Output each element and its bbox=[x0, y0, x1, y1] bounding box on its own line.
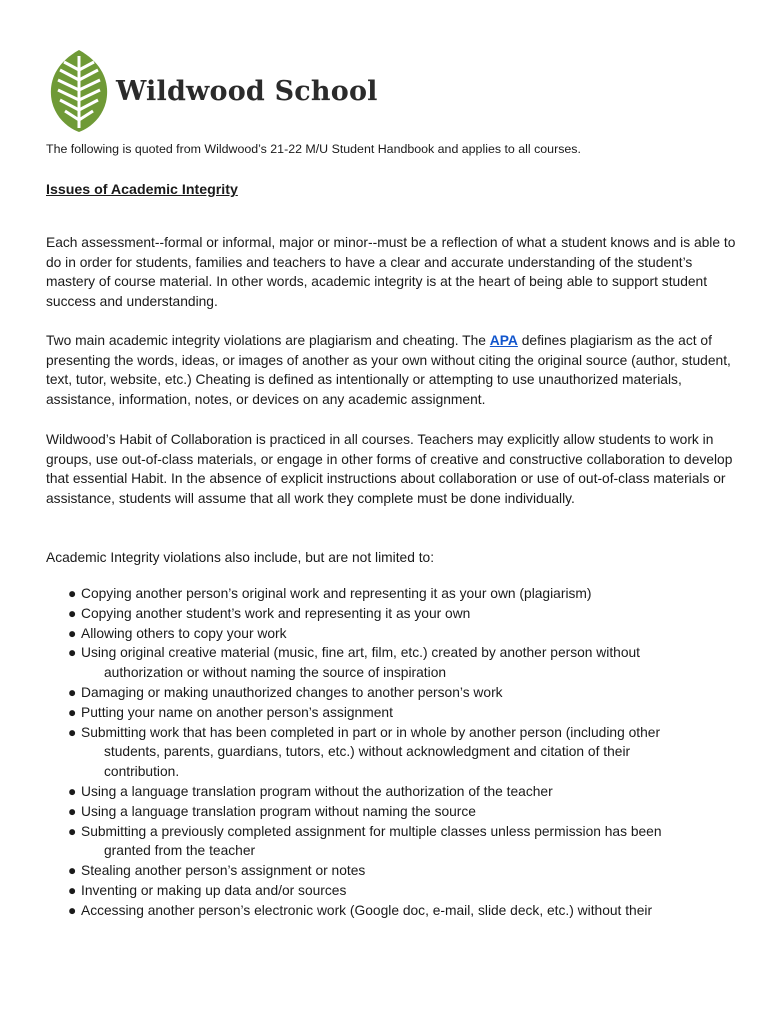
list-item bbox=[68, 643, 736, 683]
bullet-icon: ● bbox=[68, 783, 77, 799]
list-item-text: Using original creative material (music, fine art, film, etc.) created by another person without bbox=[81, 645, 641, 661]
list-item-continuation: students, parents, guardians, tutors, etc.) without acknowledgment and citation of their bbox=[104, 744, 631, 760]
list-item bbox=[68, 822, 736, 862]
list-item-text: Using a language translation program without naming the source bbox=[81, 803, 476, 819]
list-item bbox=[68, 901, 736, 921]
bullet-icon: ● bbox=[68, 684, 77, 700]
violations-list bbox=[68, 584, 736, 921]
bullet-icon: ● bbox=[68, 882, 77, 898]
list-item-text: Copying another student’s work and representing it as your own bbox=[81, 605, 471, 621]
list-item bbox=[68, 782, 736, 802]
paragraph-text: Two main academic integrity violations are plagiarism and cheating. The bbox=[46, 333, 490, 348]
school-name: Wildwood School bbox=[116, 75, 378, 107]
bullet-icon: ● bbox=[68, 605, 77, 621]
list-item-text: Accessing another person’s electronic work (Google doc, e-mail, slide deck, etc.) without their bbox=[81, 902, 653, 918]
list-item bbox=[68, 861, 736, 881]
paragraph-collaboration: Wildwood’s Habit of Collaboration is practiced in all courses. Teachers may explicitly allow students to work in groups, use out-of-class materials, or engage in other forms of creative and constructive collaboration to develop that essential Habit. In the absence of explicit instructions about collaboration or use of out-of-class materials or assistance, students will assume that all work they complete must be done individually. bbox=[46, 432, 733, 506]
bullet-icon: ● bbox=[68, 625, 77, 641]
list-item-continuation: authorization or without naming the source of inspiration bbox=[104, 665, 447, 681]
list-item-continuation: granted from the teacher bbox=[104, 843, 256, 859]
list-item bbox=[68, 604, 736, 624]
list-item bbox=[68, 881, 736, 901]
list-item bbox=[68, 584, 736, 604]
paragraph-list-intro: Academic Integrity violations also include, but are not limited to: bbox=[46, 550, 435, 565]
leaf-logo-icon bbox=[46, 48, 112, 134]
list-item-text: Using a language translation program without the authorization of the teacher bbox=[81, 783, 553, 799]
paragraph-assessment: Each assessment--formal or informal, major or minor--must be a reflection of what a student knows and is able to do in order for students, families and teachers to have a clear and accurate understanding of the student’s mastery of course material. In other words, academic integrity is at the heart of being able to support student success and understanding. bbox=[46, 235, 736, 309]
bullet-icon: ● bbox=[68, 645, 77, 661]
bullet-icon: ● bbox=[68, 704, 77, 720]
paragraph-text: defines plagiarism as the act of presenting the words, ideas, or images of another as your own without citing the original source (author, student, text, tutor, website, etc.) Cheating is defined as intentionally or attempting to use unauthorized materials, assistance, information, notes, or devices on any academic assignment. bbox=[46, 333, 731, 407]
list-item-text: Allowing others to copy your work bbox=[81, 625, 287, 641]
list-item-text: Copying another person’s original work and representing it as your own (plagiarism) bbox=[81, 586, 592, 601]
list-item bbox=[68, 723, 736, 782]
bullet-icon: ● bbox=[68, 803, 77, 819]
list-item bbox=[68, 703, 736, 723]
list-item-text: Stealing another person’s assignment or notes bbox=[81, 863, 366, 879]
list-item bbox=[68, 683, 736, 703]
list-item bbox=[68, 624, 736, 644]
apa-link[interactable]: APA bbox=[489, 333, 518, 348]
intro-text: The following is quoted from Wildwood’s 21-22 M/U Student Handbook and applies to all courses. bbox=[46, 142, 581, 156]
list-item-text: Inventing or making up data and/or sources bbox=[81, 882, 347, 898]
bullet-icon: ● bbox=[68, 586, 77, 601]
list-item-continuation: contribution. bbox=[104, 764, 180, 780]
school-logo bbox=[46, 48, 378, 134]
paragraph-violations bbox=[46, 331, 736, 409]
bullet-icon: ● bbox=[68, 863, 77, 879]
bullet-icon: ● bbox=[68, 823, 77, 839]
section-title: Issues of Academic Integrity bbox=[46, 182, 238, 198]
list-item-text: Submitting a previously completed assignment for multiple classes unless permission has been bbox=[81, 823, 662, 839]
list-item-text: Putting your name on another person’s assignment bbox=[81, 704, 393, 720]
list-item-text: Submitting work that has been completed in part or in whole by another person (including other bbox=[81, 724, 661, 740]
list-item-text: Damaging or making unauthorized changes to another person’s work bbox=[81, 684, 503, 700]
bullet-icon: ● bbox=[68, 724, 77, 740]
bullet-icon: ● bbox=[68, 902, 77, 918]
list-item bbox=[68, 802, 736, 822]
